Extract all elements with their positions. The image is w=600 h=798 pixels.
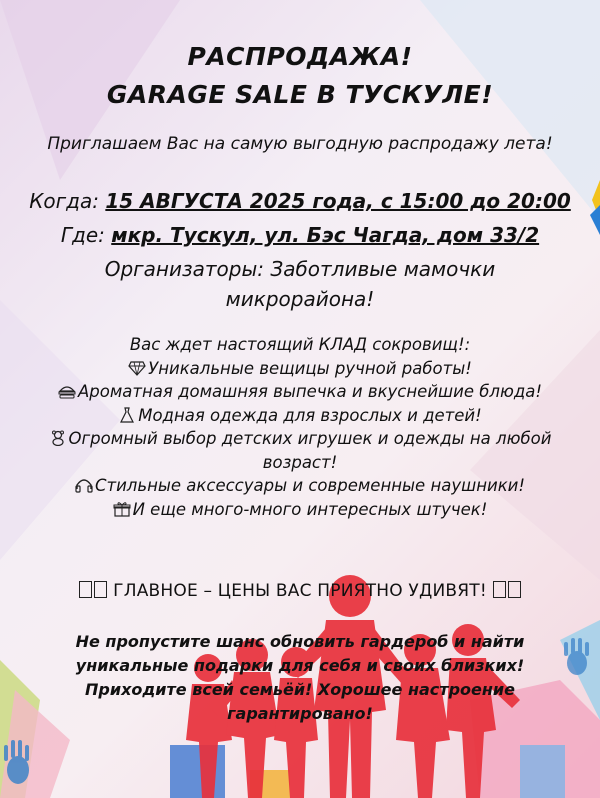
intro-text: Приглашаем Вас на самую выгодную распродажу лета! xyxy=(47,134,553,154)
missing-glyph-icon xyxy=(94,581,107,598)
list-item xyxy=(30,404,570,428)
where-label: Где: xyxy=(60,223,105,247)
page-title xyxy=(0,38,600,114)
list-item xyxy=(30,357,570,381)
gift-icon xyxy=(113,501,131,517)
headphones-icon xyxy=(75,477,93,493)
offer-list xyxy=(30,333,570,521)
list-intro: Вас ждет настоящий КЛАД сокровищ!: xyxy=(129,335,471,354)
when-value: 15 АВГУСТА 2025 года, с 15:00 до 20:00 xyxy=(105,189,571,213)
dress-icon xyxy=(118,407,136,423)
teddy-bear-icon xyxy=(49,430,67,446)
main-highlight xyxy=(0,578,600,604)
main-highlight-text: ГЛАВНОЕ – ЦЕНЫ ВАС ПРИЯТНО УДИВЯТ! xyxy=(113,581,487,601)
list-item-text: И еще много-много интересных штучек! xyxy=(132,499,488,519)
list-item-text: Огромный выбор детских игрушек и одежды на любой возраст! xyxy=(68,429,552,472)
missing-glyph-icon xyxy=(493,581,506,598)
list-item xyxy=(30,474,570,498)
list-item-text: Модная одежда для взрослых и детей! xyxy=(138,405,482,425)
list-item xyxy=(30,498,570,522)
list-item xyxy=(30,380,570,404)
missing-glyph-icon xyxy=(508,581,521,598)
title-line-2: GARAGE SALE В ТУСКУЛЕ! xyxy=(106,80,494,109)
title-line-1: РАСПРОДАЖА! xyxy=(187,42,413,71)
list-item-text: Уникальные вещицы ручной работы! xyxy=(148,358,472,378)
when-label: Когда: xyxy=(29,189,99,213)
list-item-text: Стильные аксессуары и современные наушники! xyxy=(94,476,526,495)
list-item xyxy=(30,427,570,474)
organizers-text: Организаторы: Заботливые мамочки микрорайона! xyxy=(104,257,496,311)
where-value: мкр. Тускул, ул. Бэс Чагда, дом 33/2 xyxy=(111,223,540,247)
missing-glyph-icon xyxy=(79,581,92,598)
footer-text: Не пропустите шанс обновить гардероб и найти уникальные подарки для себя и своих близких! Приходите всей семьёй! Хорошее настроение гарантировано! xyxy=(75,632,525,723)
gem-icon xyxy=(128,360,146,376)
burger-icon xyxy=(58,383,76,399)
list-item-text: Ароматная домашняя выпечка и вкуснейшие блюда! xyxy=(77,382,543,401)
when-line xyxy=(0,186,600,216)
where-line xyxy=(0,220,600,250)
